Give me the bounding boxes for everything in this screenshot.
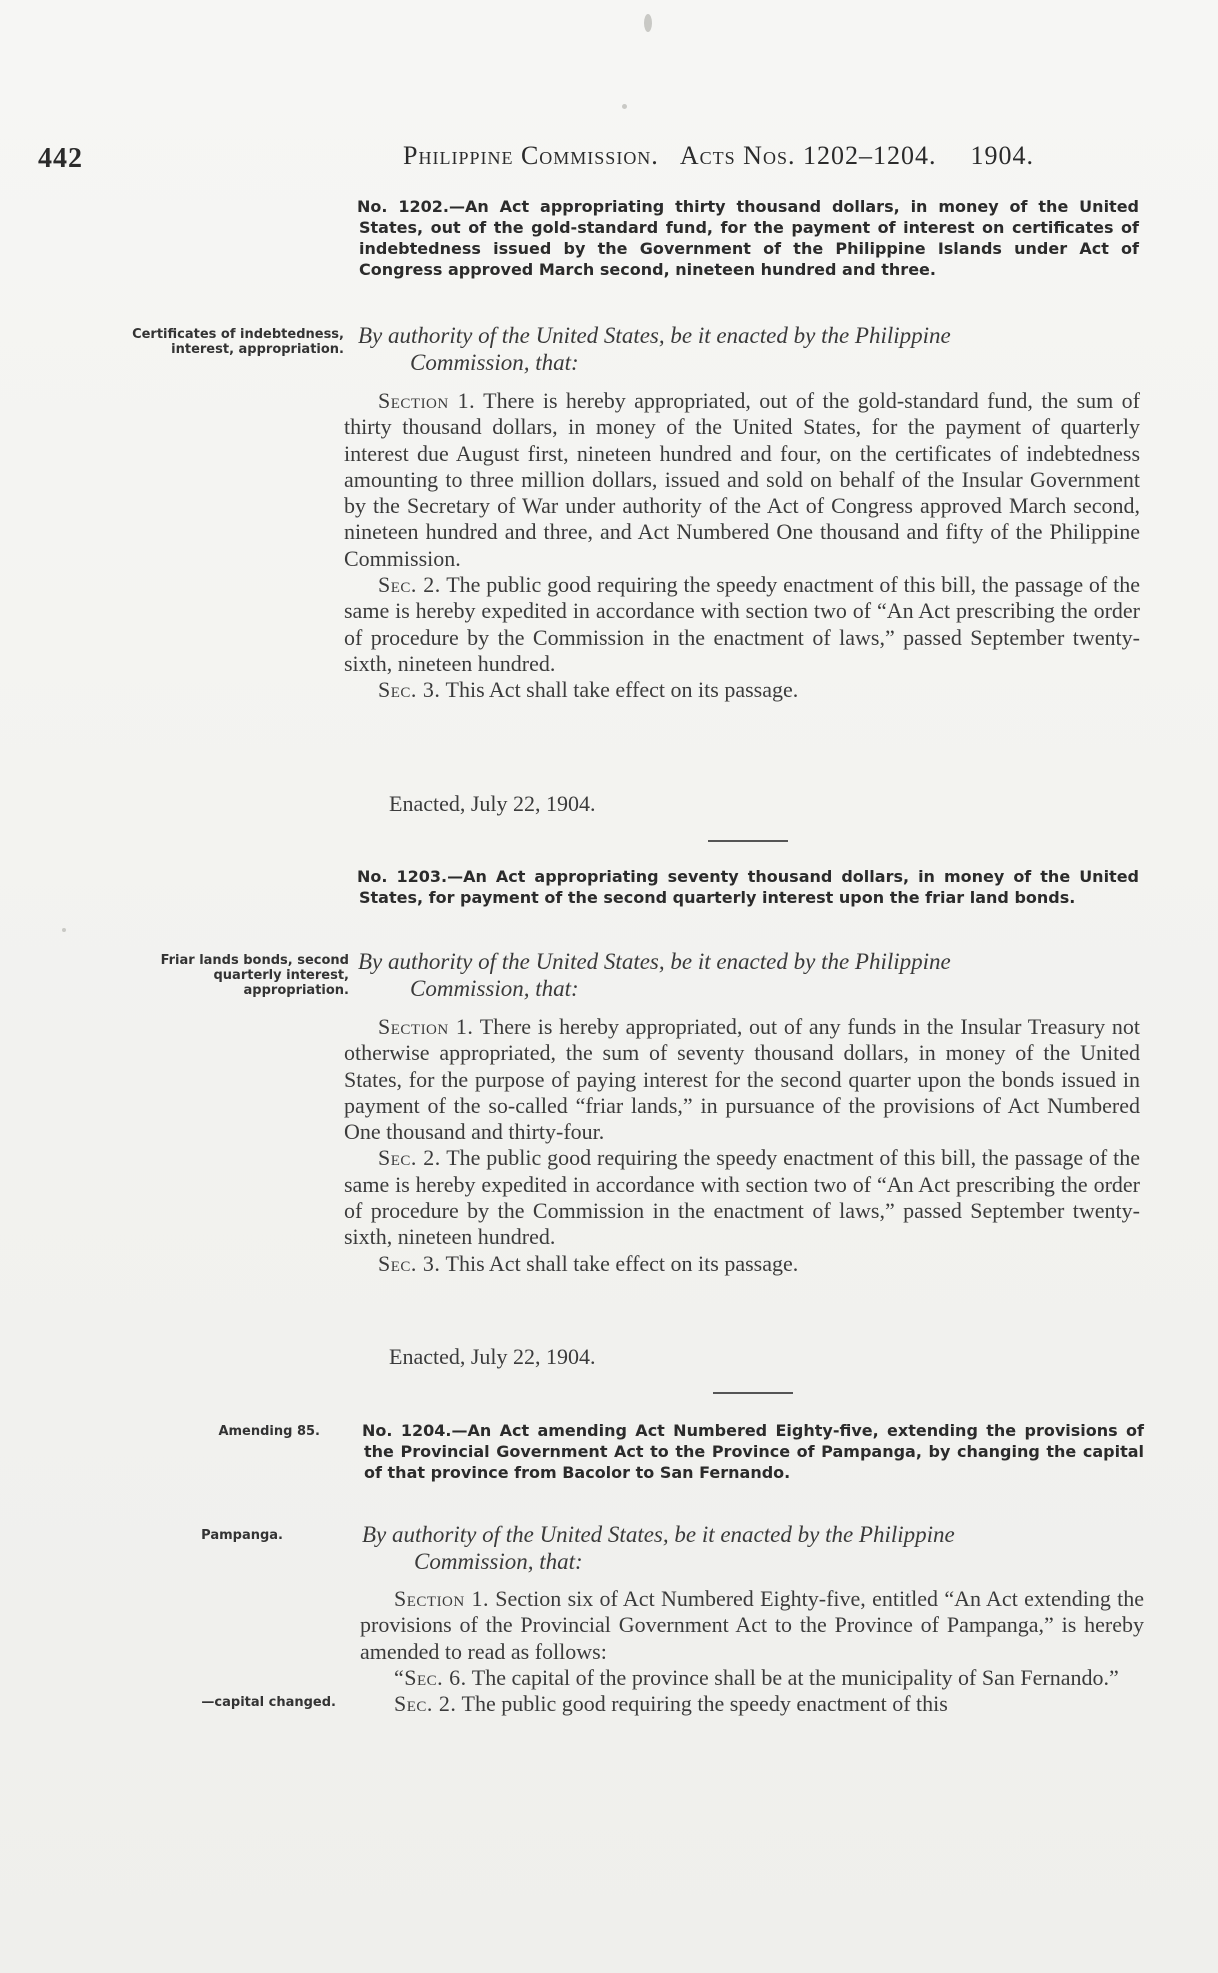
act-title-text: —An Act appropriating thirty thousand dollars, in money of the United States, out of the gold-standard fund, for the payment of interest on certificates of indebtedness issued by the Government of the Philippine Islands under Act of Congress approved March second, nineteen hundred and three. xyxy=(359,197,1140,279)
enacting-clause xyxy=(358,948,1140,1002)
enacting-line: By authority of the United States, be it enacted by the Philippine xyxy=(358,949,951,974)
section-label: Sec. 2. xyxy=(394,1691,457,1717)
enacting-line: Commission, that: xyxy=(410,976,579,1001)
section-paragraph xyxy=(344,1251,1140,1277)
act-title xyxy=(364,1420,1144,1483)
section-divider xyxy=(708,840,788,842)
section-paragraph xyxy=(360,1665,1144,1691)
running-head-year: 1904. xyxy=(970,141,1034,170)
act-body xyxy=(360,1586,1144,1717)
section-paragraph xyxy=(344,1014,1140,1145)
section-paragraph xyxy=(360,1691,1144,1717)
section-paragraph xyxy=(344,572,1140,677)
margin-note: Pampanga. xyxy=(201,1528,283,1543)
enacting-clause xyxy=(358,322,1140,376)
enacting-line: By authority of the United States, be it enacted by the Philippine xyxy=(362,1522,955,1547)
scan-speck xyxy=(622,104,627,109)
margin-note: Friar lands bonds, second quarterly interest, appropriation. xyxy=(160,953,349,998)
section-divider xyxy=(713,1392,793,1394)
section-label: Section 1. xyxy=(378,1014,474,1039)
section-label: Sec. 2. xyxy=(378,1145,441,1171)
act-title-text: —An Act appropriating seventy thousand dollars, in money of the United States, for payment of the second quarterly interest upon the friar land bonds. xyxy=(359,867,1140,907)
enacting-line: Commission, that: xyxy=(414,1549,583,1574)
scan-speck xyxy=(62,928,66,932)
section-label: Sec. 3. xyxy=(378,1250,441,1276)
section-paragraph xyxy=(344,388,1140,572)
section-text: The public good requiring the speedy enactment of this xyxy=(461,1691,948,1717)
act-number: No. 1203. xyxy=(357,867,448,886)
section-paragraph xyxy=(344,1145,1140,1250)
section-label: Sec. 3. xyxy=(378,677,441,703)
act-number: No. 1202. xyxy=(357,197,449,216)
running-head-title: Philippine Commission. Acts Nos. 1202–1204. xyxy=(403,141,937,170)
section-label: Section 1. xyxy=(378,388,476,413)
section-label: “Sec. 6. xyxy=(394,1664,467,1690)
section-text: The public good requiring the speedy enactment of this bill, the passage of the same is hereby expedited in accordance with section two of “An Act prescribing the order of procedure by the Commission in the enactment of laws,” passed September twenty-sixth, nineteen hundred. xyxy=(344,572,1140,676)
section-label: Section 1. xyxy=(394,1586,490,1611)
section-paragraph xyxy=(360,1586,1144,1665)
enacting-line: Commission, that: xyxy=(410,350,579,375)
act-title xyxy=(359,866,1139,908)
section-text: Section six of Act Numbered Eighty-five, entitled “An Act extending the provisions of the Provincial Government Act to the Province of Pampanga,” is hereby amended to read as follows: xyxy=(360,1586,1144,1664)
section-text: This Act shall take effect on its passage. xyxy=(445,677,799,703)
section-text: There is hereby appropriated, out of the gold-standard fund, the sum of thirty thousand dollars, in money of the United States, for the payment of quarterly interest due August first, nineteen hundred and four, on the certificates of indebtedness amounting to three million dollars, issued and sold on behalf of the Insular Government by the Secretary of War under authority of the Act of Congress approved March second, nineteen hundred and three, and Act Numbered One thousand and fifty of the Philippine Commission. xyxy=(344,388,1140,571)
section-text: This Act shall take effect on its passage. xyxy=(445,1250,799,1276)
act-title xyxy=(359,196,1139,280)
act-number: No. 1204. xyxy=(362,1421,452,1440)
section-text: The capital of the province shall be at the municipality of San Fernando.” xyxy=(471,1664,1119,1690)
section-text: There is hereby appropriated, out of any funds in the Insular Treasury not otherwise appropriated, the sum of seventy thousand dollars, in money of the United States, for the purpose of paying interest for the second quarter upon the bonds issued in payment of the so-called “friar lands,” in pursuance of the provisions of Act Numbered One thousand and thirty-four. xyxy=(344,1014,1140,1145)
section-label: Sec. 2. xyxy=(378,572,441,598)
page-number: 442 xyxy=(38,143,83,174)
enacted-date: Enacted, July 22, 1904. xyxy=(389,791,596,816)
act-title-text: —An Act amending Act Numbered Eighty-five, extending the provisions of the Provincial Government Act to the Province of Pampanga, by changing the capital of that province from Bacolor to San Fernando. xyxy=(364,1421,1144,1482)
margin-note: Amending 85. xyxy=(218,1424,320,1439)
running-head xyxy=(403,141,1123,171)
enacted-date: Enacted, July 22, 1904. xyxy=(389,1344,596,1369)
section-text: The public good requiring the speedy enactment of this bill, the passage of the same is hereby expedited in accordance with section two of “An Act prescribing the order of procedure by the Commission in the enactment of laws,” passed September twenty-sixth, nineteen hundred. xyxy=(344,1145,1140,1250)
act-body xyxy=(344,1014,1140,1277)
act-body xyxy=(344,388,1140,704)
margin-note: —capital changed. xyxy=(201,1695,336,1710)
enacting-line: By authority of the United States, be it enacted by the Philippine xyxy=(358,323,951,348)
margin-note: Certificates of indebtedness, interest, appropriation. xyxy=(132,327,344,357)
section-paragraph xyxy=(344,677,1140,703)
scan-speck xyxy=(644,14,652,32)
enacting-clause xyxy=(362,1521,1144,1575)
